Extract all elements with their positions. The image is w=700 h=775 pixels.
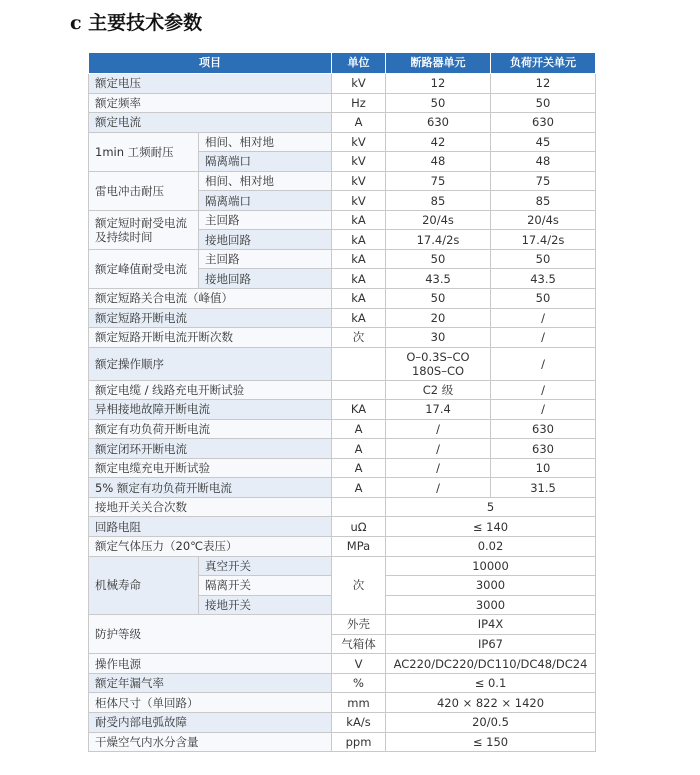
table-row: [89, 732, 596, 752]
row-cb: /: [386, 478, 491, 498]
row-sublabel: 主回路: [199, 210, 332, 230]
row-label: 操作电源: [89, 654, 332, 674]
row-value: AC220/DC220/DC110/DC48/DC24: [386, 654, 596, 674]
row-unit: [332, 497, 386, 517]
row-cb: 85: [386, 191, 491, 211]
row-unit: kA: [332, 249, 386, 269]
row-ls: 50: [491, 93, 596, 113]
row-label: 雷电冲击耐压: [89, 171, 199, 210]
row-value: 5: [386, 497, 596, 517]
row-ls: 10: [491, 458, 596, 478]
row-label: 耐受内部电弧故障: [89, 712, 332, 732]
table-row: [89, 439, 596, 459]
row-unit: uΩ: [332, 517, 386, 537]
row-unit: A: [332, 458, 386, 478]
row-unit: KA: [332, 400, 386, 420]
row-label: 5% 额定有功负荷开断电流: [89, 478, 332, 498]
row-cb: /: [386, 419, 491, 439]
row-unit: V: [332, 654, 386, 674]
row-cb: C2 级: [386, 380, 491, 400]
row-cb: [386, 347, 491, 380]
row-sublabel: 接地回路: [199, 230, 332, 250]
row-label: 额定气体压力（20℃表压）: [89, 537, 332, 557]
row-label: 额定闭环开断电流: [89, 439, 332, 459]
table-row: [89, 210, 596, 230]
row-label: 额定年漏气率: [89, 673, 332, 693]
row-label: 异相接地故障开断电流: [89, 400, 332, 420]
row-value: 0.02: [386, 537, 596, 557]
row-ls: 31.5: [491, 478, 596, 498]
row-ls: /: [491, 380, 596, 400]
table-row: [89, 93, 596, 113]
row-unit: A: [332, 439, 386, 459]
row-cb: /: [386, 458, 491, 478]
table-row: [89, 712, 596, 732]
table-row: [89, 289, 596, 309]
row-unit: kV: [332, 171, 386, 191]
row-label: 额定短时耐受电流及持续时间: [89, 210, 199, 249]
table-row: [89, 171, 596, 191]
row-sublabel: 真空开关: [199, 556, 332, 576]
table-row: [89, 458, 596, 478]
row-label: 额定电缆充电开断试验: [89, 458, 332, 478]
row-unit: %: [332, 673, 386, 693]
row-sublabel: 外壳: [332, 615, 386, 635]
row-cb: 12: [386, 74, 491, 94]
row-unit: A: [332, 419, 386, 439]
row-label: 额定电流: [89, 113, 332, 133]
row-cb: 17.4/2s: [386, 230, 491, 250]
row-unit: kV: [332, 191, 386, 211]
table-row: [89, 419, 596, 439]
row-ls: 630: [491, 419, 596, 439]
row-cb: 50: [386, 249, 491, 269]
row-sublabel: 相间、相对地: [199, 171, 332, 191]
row-ls: 45: [491, 132, 596, 152]
row-sublabel: 主回路: [199, 249, 332, 269]
row-ls: 50: [491, 249, 596, 269]
row-unit: kA: [332, 308, 386, 328]
row-unit: A: [332, 113, 386, 133]
table-row: [89, 615, 596, 635]
row-cb: 30: [386, 328, 491, 348]
table-row: [89, 380, 596, 400]
row-unit: MPa: [332, 537, 386, 557]
row-label: 防护等级: [89, 615, 332, 654]
table-row: [89, 74, 596, 94]
row-label: 接地开关关合次数: [89, 497, 332, 517]
row-value: ≤ 140: [386, 517, 596, 537]
row-unit: 次: [332, 328, 386, 348]
row-sublabel: 隔离端口: [199, 152, 332, 172]
row-label: 1min 工频耐压: [89, 132, 199, 171]
row-value: 10000: [386, 556, 596, 576]
row-cb-line: O–0.3S–CO: [406, 349, 470, 364]
header-item: 项目: [89, 53, 332, 74]
row-value: IP67: [386, 634, 596, 654]
row-ls: 20/4s: [491, 210, 596, 230]
row-value: 420 × 822 × 1420: [386, 693, 596, 713]
header-cb: 断路器单元: [386, 53, 491, 74]
table-row: [89, 478, 596, 498]
row-label: 机械寿命: [89, 556, 199, 615]
row-sublabel: 隔离端口: [199, 191, 332, 211]
row-cb: 630: [386, 113, 491, 133]
table-row: [89, 347, 596, 380]
row-unit: kV: [332, 152, 386, 172]
row-unit: kV: [332, 132, 386, 152]
row-unit: ppm: [332, 732, 386, 752]
row-value: 20/0.5: [386, 712, 596, 732]
row-ls: 75: [491, 171, 596, 191]
row-label: 额定电缆 / 线路充电开断试验: [89, 380, 332, 400]
row-ls: /: [491, 400, 596, 420]
row-cb: 17.4: [386, 400, 491, 420]
row-cb: 50: [386, 93, 491, 113]
row-label: 额定操作顺序: [89, 347, 332, 380]
table-row: [89, 249, 596, 269]
row-cb: 75: [386, 171, 491, 191]
row-sublabel: 隔离开关: [199, 576, 332, 596]
row-ls: /: [491, 347, 596, 380]
table-row: [89, 673, 596, 693]
table-row: [89, 556, 596, 576]
row-value: IP4X: [386, 615, 596, 635]
section-title: c 主要技术参数: [70, 12, 203, 34]
row-value: ≤ 0.1: [386, 673, 596, 693]
row-unit: Hz: [332, 93, 386, 113]
row-cb: 48: [386, 152, 491, 172]
row-value: 3000: [386, 576, 596, 596]
row-ls: 630: [491, 113, 596, 133]
row-unit: [332, 380, 386, 400]
table-row: [89, 537, 596, 557]
row-label: 额定峰值耐受电流: [89, 249, 199, 288]
row-ls: 12: [491, 74, 596, 94]
table-row: [89, 497, 596, 517]
header-unit: 单位: [332, 53, 386, 74]
row-unit: kA: [332, 230, 386, 250]
row-cb: 20/4s: [386, 210, 491, 230]
row-label: 回路电阻: [89, 517, 332, 537]
table-row: [89, 400, 596, 420]
row-ls: 48: [491, 152, 596, 172]
table-row: [89, 328, 596, 348]
table-row: [89, 113, 596, 133]
row-unit: mm: [332, 693, 386, 713]
row-cb: 42: [386, 132, 491, 152]
table-row: [89, 132, 596, 152]
row-sublabel: 接地开关: [199, 595, 332, 615]
row-cb: /: [386, 439, 491, 459]
row-ls: 17.4/2s: [491, 230, 596, 250]
table-row: [89, 654, 596, 674]
row-unit: 次: [332, 556, 386, 615]
row-ls: 43.5: [491, 269, 596, 289]
row-cb: 50: [386, 289, 491, 309]
row-label: 柜体尺寸（单回路）: [89, 693, 332, 713]
spec-table: [88, 52, 596, 752]
row-unit: kA/s: [332, 712, 386, 732]
row-label: 额定短路开断电流: [89, 308, 332, 328]
row-value: ≤ 150: [386, 732, 596, 752]
row-unit: A: [332, 478, 386, 498]
header-row: [89, 53, 596, 74]
row-cb: 20: [386, 308, 491, 328]
row-value: 3000: [386, 595, 596, 615]
row-ls: /: [491, 308, 596, 328]
row-label: 额定有功负荷开断电流: [89, 419, 332, 439]
row-ls: 630: [491, 439, 596, 459]
row-ls: /: [491, 328, 596, 348]
row-sublabel: 相间、相对地: [199, 132, 332, 152]
row-sublabel: 气箱体: [332, 634, 386, 654]
row-label: 干燥空气内水分含量: [89, 732, 332, 752]
row-ls: 85: [491, 191, 596, 211]
table-row: [89, 693, 596, 713]
header-ls: 负荷开关单元: [491, 53, 596, 74]
row-unit: kV: [332, 74, 386, 94]
row-ls: 50: [491, 289, 596, 309]
row-label: 额定频率: [89, 93, 332, 113]
row-sublabel: 接地回路: [199, 269, 332, 289]
row-unit: kA: [332, 289, 386, 309]
table-row: [89, 308, 596, 328]
row-label: 额定短路开断电流开断次数: [89, 328, 332, 348]
row-label: 额定短路关合电流（峰值）: [89, 289, 332, 309]
row-unit: kA: [332, 269, 386, 289]
row-label: 额定电压: [89, 74, 332, 94]
table-row: [89, 517, 596, 537]
row-unit: [332, 347, 386, 380]
row-cb-line: 180S–CO: [411, 363, 465, 378]
row-cb: 43.5: [386, 269, 491, 289]
row-unit: kA: [332, 210, 386, 230]
